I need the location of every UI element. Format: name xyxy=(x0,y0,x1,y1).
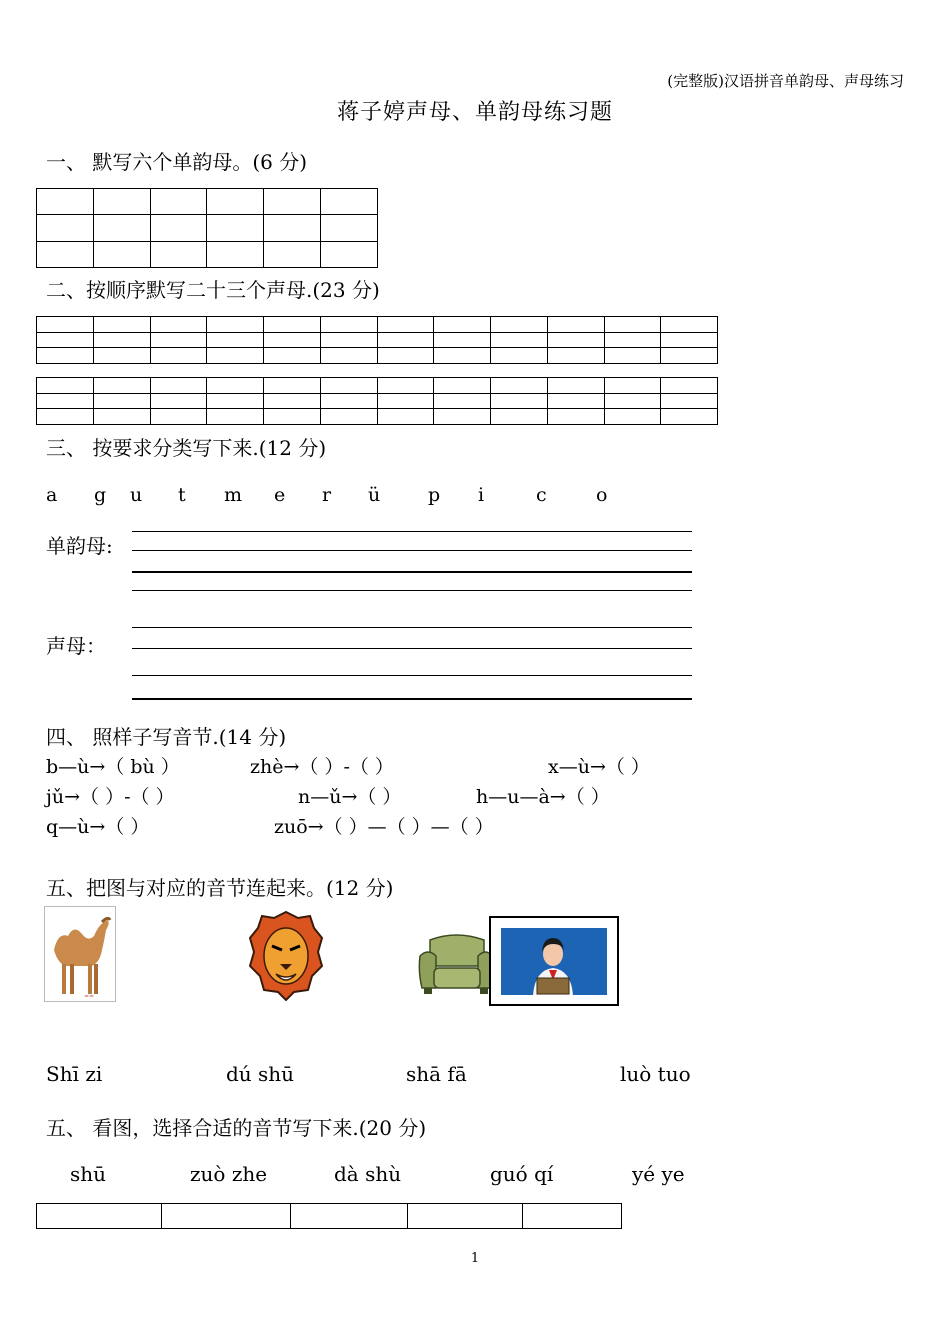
syllable-exercise: b—ù→（ bù ） xyxy=(46,756,180,778)
choice-pinyin: yé ye xyxy=(632,1162,685,1186)
matching-pinyin[interactable]: Shī zi xyxy=(46,1062,103,1086)
syllable-exercise: n—ǔ→（ ） xyxy=(298,786,402,808)
svg-text:≈≈: ≈≈ xyxy=(84,993,95,1000)
section-2-heading: 二、按顺序默写二十三个声母.(23 分) xyxy=(46,278,380,302)
lion-image[interactable] xyxy=(248,910,324,1002)
yunmu-label: 单韵母: xyxy=(46,534,113,558)
answer-line[interactable] xyxy=(132,550,692,551)
letter: c xyxy=(536,484,547,506)
syllable-exercise: zuō→（ ）—（ ）—（ ） xyxy=(274,816,494,838)
syllable-exercise: x—ù→（ ） xyxy=(548,756,650,778)
section-5-heading: 五、把图与对应的音节连起来。(12 分) xyxy=(46,876,394,900)
answer-line[interactable] xyxy=(132,531,692,532)
letter: e xyxy=(274,484,286,506)
section-6-heading: 五、 看图，选择合适的音节写下来.(20 分) xyxy=(46,1116,427,1140)
syllable-exercise: zhè→（ ）-（ ） xyxy=(250,756,394,778)
section-3-heading: 三、 按要求分类写下来.(12 分) xyxy=(46,436,327,460)
matching-pinyin[interactable]: dú shū xyxy=(226,1062,295,1086)
answer-line[interactable] xyxy=(132,571,692,573)
matching-pinyin[interactable]: luò tuo xyxy=(620,1062,691,1086)
shengmu-label: 声母： xyxy=(46,634,106,658)
camel-image[interactable] xyxy=(44,906,116,1002)
section-4-heading: 四、 照样子写音节.(14 分) xyxy=(46,725,287,749)
letter: u xyxy=(130,484,143,506)
letter: i xyxy=(478,484,485,506)
letter: a xyxy=(46,484,58,506)
answer-line[interactable] xyxy=(132,675,692,676)
reading-girl-image[interactable] xyxy=(489,916,619,1006)
syllable-exercise: q—ù→（ ） xyxy=(46,816,150,838)
choice-pinyin: zuò zhe xyxy=(190,1162,268,1186)
syllable-exercise: jǔ→（ ）-（ ） xyxy=(46,786,175,808)
letter: o xyxy=(596,484,608,506)
letter: t xyxy=(178,484,186,506)
initials-grid-2[interactable] xyxy=(36,377,718,425)
letter: p xyxy=(428,484,441,506)
answer-line[interactable] xyxy=(132,627,692,628)
page-number: 1 xyxy=(470,1251,480,1266)
syllable-exercise: h—u—à→（ ） xyxy=(476,786,610,808)
answer-line[interactable] xyxy=(132,648,692,649)
page-header: (完整版)汉语拼音单韵母、声母练习 xyxy=(667,72,904,90)
vowel-writing-grid[interactable] xyxy=(36,188,378,268)
section-1-heading: 一、 默写六个单韵母。(6 分) xyxy=(46,150,308,174)
choice-pinyin: dà shù xyxy=(334,1162,402,1186)
letter: ü xyxy=(368,484,381,506)
letter: g xyxy=(94,484,107,506)
choice-pinyin: guó qí xyxy=(490,1162,554,1186)
answer-line[interactable] xyxy=(132,698,692,700)
choice-answer-row[interactable] xyxy=(36,1203,622,1229)
letter: r xyxy=(322,484,332,506)
letter: m xyxy=(224,484,243,506)
sofa-image[interactable] xyxy=(418,932,494,1000)
answer-line[interactable] xyxy=(132,590,692,591)
choice-pinyin: shū xyxy=(70,1162,107,1186)
matching-pinyin[interactable]: shā fā xyxy=(406,1062,467,1086)
page-title: 蒋子婷声母、单韵母练习题 xyxy=(336,100,613,125)
initials-grid-1[interactable] xyxy=(36,316,718,364)
